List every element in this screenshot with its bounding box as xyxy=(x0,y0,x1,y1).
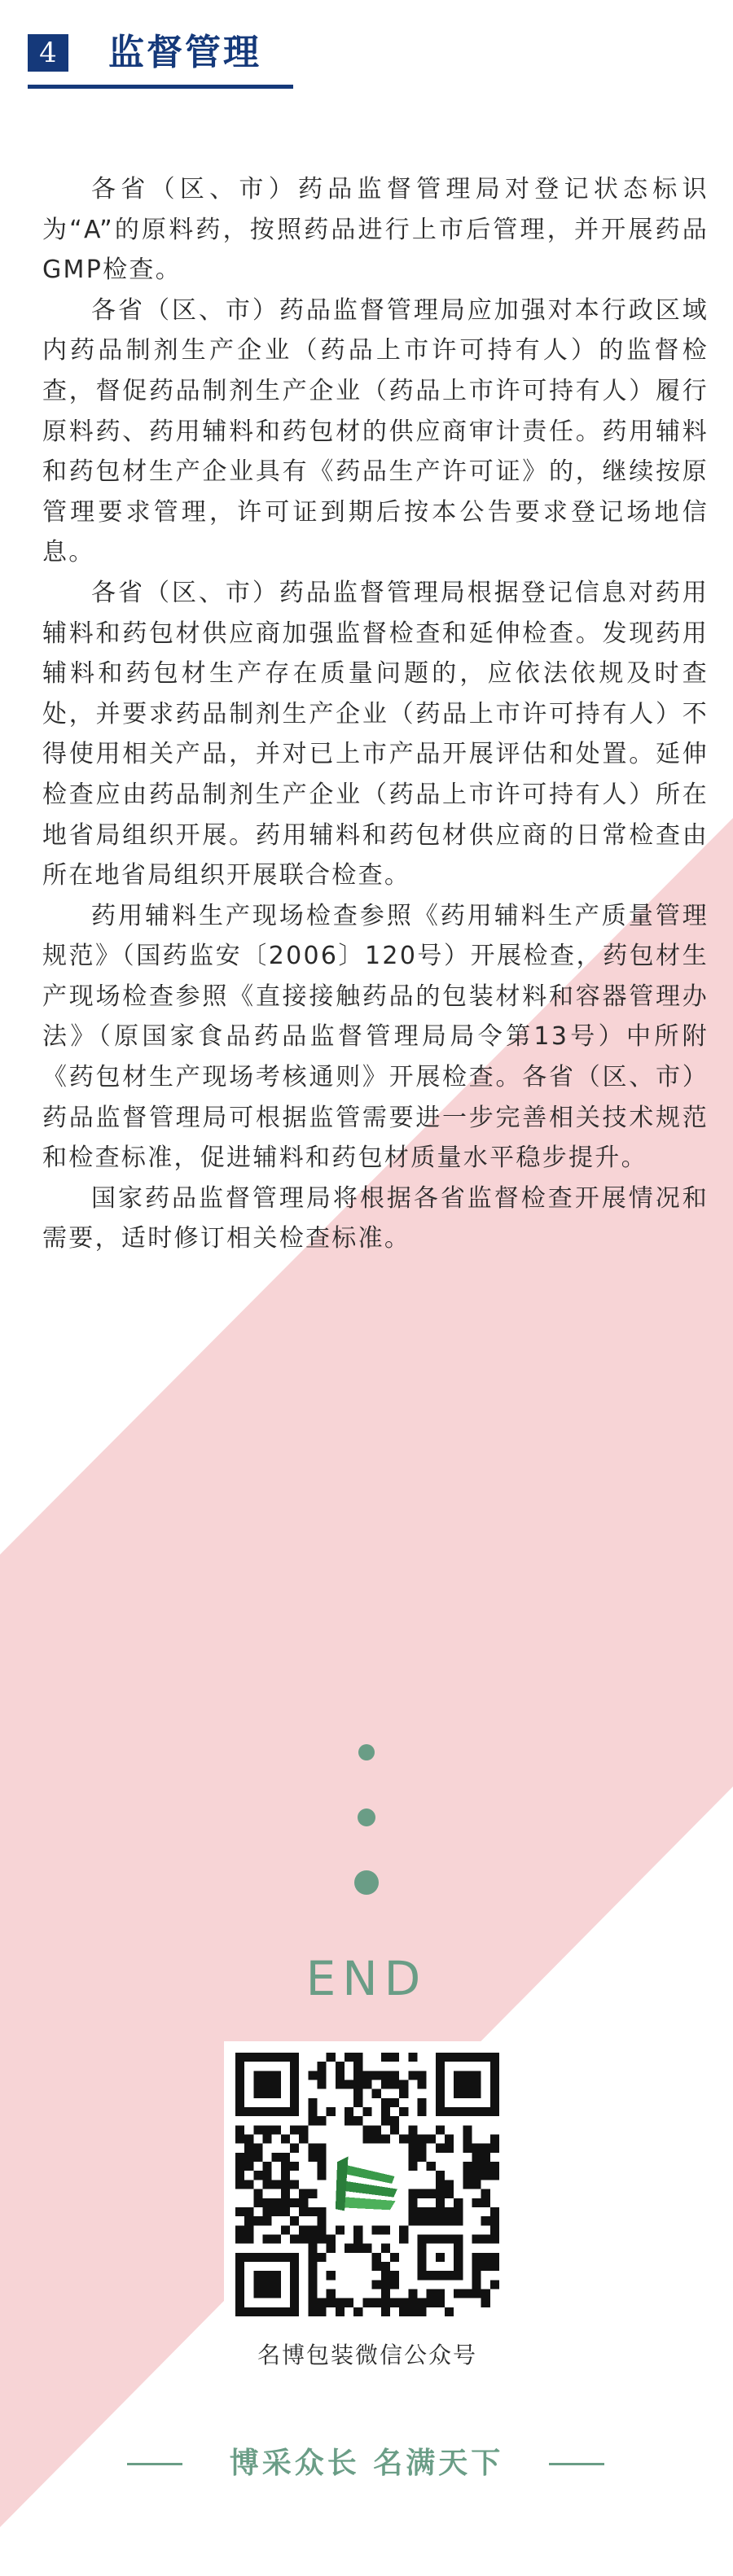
slogan-text: 博采众长 名满天下 xyxy=(229,2447,504,2480)
separator-dot xyxy=(354,1870,379,1895)
slogan-banner xyxy=(0,2443,733,2484)
section-number-badge: 4 xyxy=(28,34,68,72)
qr-card xyxy=(224,2041,511,2391)
paragraph-5: 国家药品监督管理局将根据各省监督检查开展情况和需要，适时修订相关检查标准。 xyxy=(42,1183,709,1253)
paragraph-4: 药用辅料生产现场检查参照《药用辅料生产质量管理规范》（国药监安〔2006〕120号）开展检查，药包材生产现场检查参照《直接接触药品的包装材料和容器管理办法》（原国家食品药品监督管理局局令第13号）中所附《药包材生产现场考核通则》开展检查。各省（区、市）药品监督管理局可根据监管需要进一步完善相关技术规范和检查标准，促进辅料和药包材质量水平稳步提升。 xyxy=(42,901,709,1173)
paragraph-3: 各省（区、市）药品监督管理局根据登记信息对药用辅料和药包材供应商加强监督检查和延伸检查。发现药用辅料和药包材生产存在质量问题的，应依法依规及时查处，并要求药品制剂生产企业（药品上市许可持有人）不得使用相关产品，并对已上市产品开展评估和处置。延伸检查应由药品制剂生产企业（药品上市许可持有人）所在地省局组织开展。药用辅料和药包材供应商的日常检查由所在地省局组织开展联合检查。 xyxy=(42,578,709,890)
qr-caption: 名博包装微信公众号 xyxy=(257,2342,477,2368)
header-underline xyxy=(28,85,293,89)
paragraph-2: 各省（区、市）药品监督管理局应加强对本行政区域内药品制剂生产企业（药品上市许可持有人）的监督检查，督促药品制剂生产企业（药品上市许可持有人）履行原料药、药用辅料和药包材的供应商审计责任。药用辅料和药包材生产企业具有《药品生产许可证》的，继续按原管理要求管理，许可证到期后按本公告要求登记场地信息。 xyxy=(42,295,709,567)
article-body xyxy=(42,169,709,1259)
section-title: 监督管理 xyxy=(108,32,261,73)
slogan-line-right xyxy=(549,2463,604,2465)
separator-dot xyxy=(358,1808,375,1826)
qr-code-icon[interactable] xyxy=(235,2053,499,2316)
paragraph-1: 各省（区、市）药品监督管理局对登记状态标识为“A”的原料药，按照药品进行上市后管理，并开展药品GMP检查。 xyxy=(42,175,709,285)
end-label: END xyxy=(305,1951,428,2006)
separator-dot xyxy=(358,1744,375,1760)
